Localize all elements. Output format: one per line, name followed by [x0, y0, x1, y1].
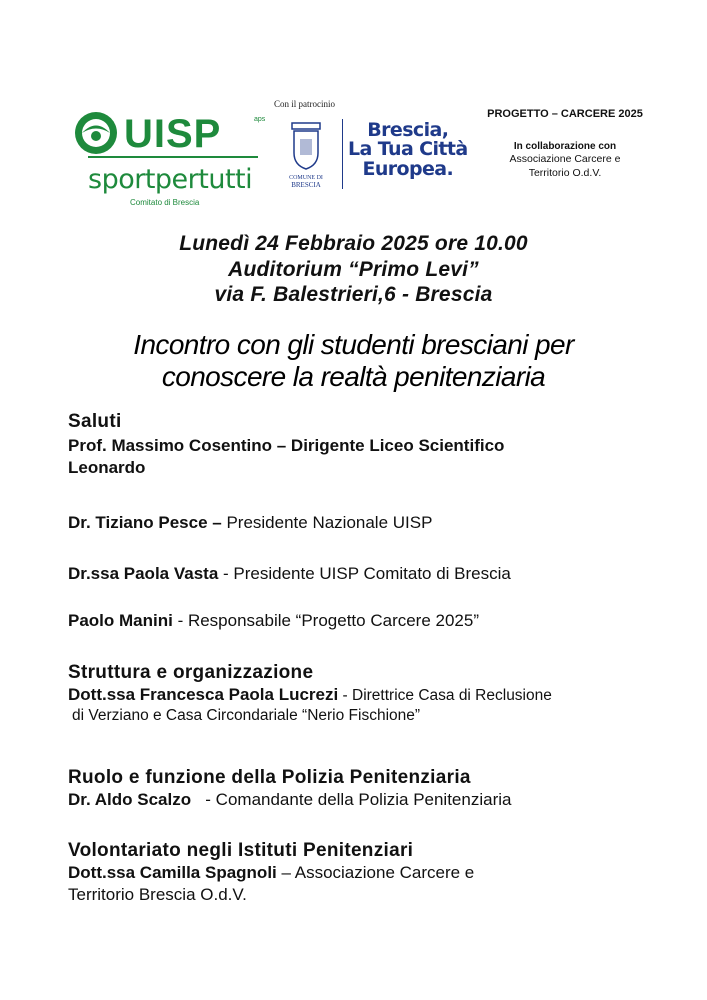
city-crest-icon: [274, 117, 338, 189]
uisp-emblem-icon: [70, 110, 122, 156]
section-saluti: [68, 411, 688, 480]
collaboration-partner-1: Associazione Carcere e: [509, 153, 621, 165]
speaker-role: - Responsabile “Progetto Carcere 2025”: [172, 611, 480, 630]
uisp-divider: [88, 156, 258, 158]
speaker-vasta: [68, 563, 688, 585]
speaker-scalzo: [68, 789, 688, 811]
uisp-brand: UISP: [124, 112, 222, 156]
city-logo-line-3: Europea.: [362, 157, 454, 180]
speaker-name: Dott.ssa Francesca Paola Lucrezi: [68, 685, 339, 704]
speaker-cosentino: [68, 435, 688, 480]
section-volontariato: [68, 840, 688, 907]
comune-label-1: COMUNE DI: [289, 175, 323, 181]
section-struttura: [68, 662, 698, 726]
speaker-name: Dr.ssa Paola Vasta: [68, 564, 219, 583]
speaker-lucrezi: [68, 684, 698, 706]
section-ruolo: [68, 767, 688, 811]
speaker-role: Presidente Nazionale UISP: [221, 513, 433, 532]
uisp-logo: [68, 108, 268, 213]
brescia-city-logo: [348, 121, 468, 179]
section-title-volontariato: Volontariato negli Istituti Penitenziari: [68, 840, 414, 861]
section-title-saluti: Saluti: [68, 411, 122, 432]
speaker-name: Dr. Tiziano Pesce –: [68, 513, 222, 532]
speaker-manini: [68, 610, 688, 632]
speaker-role-cont: Territorio Brescia O.d.V.: [68, 885, 247, 905]
speaker-role: - Presidente UISP Comitato di Brescia: [218, 564, 511, 583]
speaker-pesce: [68, 512, 688, 534]
headline-line-1: Incontro con gli studenti bresciani per: [133, 329, 574, 360]
event-date-time: Lunedì 24 Febbraio 2025 ore 10.00: [179, 232, 528, 255]
city-logo-line-2: La Tua Città: [348, 138, 468, 161]
comune-label-2: BRESCIA: [291, 181, 321, 189]
headline-line-2: conoscere la realtà penitenziaria: [161, 361, 546, 393]
uisp-committee: Comitato di Brescia: [130, 198, 200, 207]
speaker-name: Dott.ssa Camilla Spagnoli: [68, 863, 277, 882]
uisp-tagline: sportpertutti: [88, 164, 253, 195]
event-address: via F. Balestrieri,6 - Brescia: [214, 283, 493, 307]
event-details: [0, 231, 707, 308]
comune-brescia-logo: [272, 115, 468, 191]
collaboration-label: In collaborazione con: [513, 141, 617, 152]
speaker-name: Paolo Manini: [68, 611, 173, 630]
speaker-name-cont: Leonardo: [68, 458, 146, 478]
speaker-name: Dr. Aldo Scalzo: [68, 790, 192, 809]
event-venue: Auditorium “Primo Levi”: [228, 257, 479, 281]
collaboration-partner-2: Territorio O.d.V.: [528, 166, 602, 179]
project-title: PROGETTO – CARCERE 2025: [487, 108, 643, 120]
city-logo-line-1: Brescia,: [367, 119, 449, 141]
patronage-label: Con il patrocinio: [274, 99, 335, 109]
speaker-spagnoli: [68, 862, 688, 884]
logo-divider: [342, 119, 343, 189]
section-title-struttura: Struttura e organizzazione: [68, 662, 314, 683]
speaker-role: – Associazione Carcere e: [276, 863, 475, 882]
project-info: [470, 108, 660, 180]
speaker-role: - Comandante della Polizia Penitenziaria: [191, 790, 512, 809]
uisp-aps: aps: [254, 116, 266, 123]
headline: [40, 329, 667, 393]
speaker-role-cont: di Verziano e Casa Circondariale “Nerio Fischione”: [72, 707, 421, 725]
speaker-name: Prof. Massimo Cosentino – Dirigente Liceo Scientifico: [68, 436, 505, 455]
speaker-role: - Direttrice Casa di Reclusione: [338, 687, 552, 704]
section-title-ruolo: Ruolo e funzione della Polizia Penitenziaria: [68, 767, 471, 788]
